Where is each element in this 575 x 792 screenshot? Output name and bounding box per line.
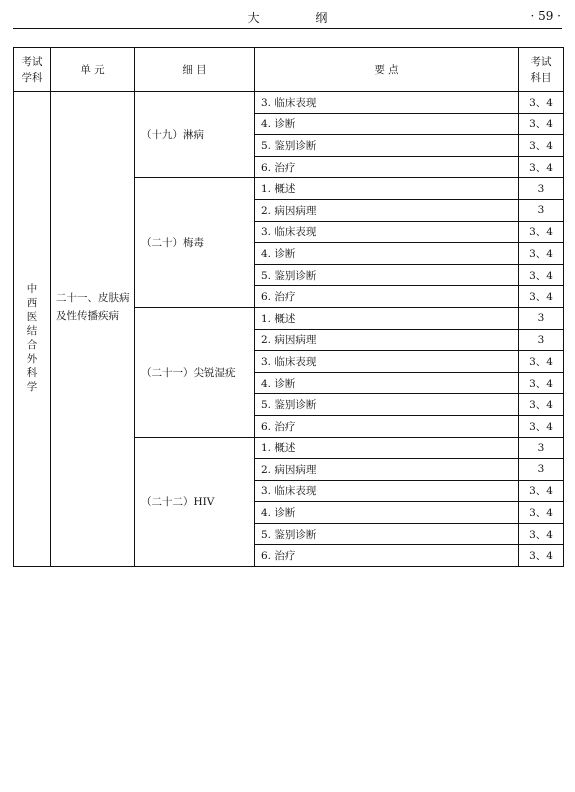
detail-cell xyxy=(135,437,255,567)
exam-cell: 3、4 xyxy=(519,502,564,524)
table-body xyxy=(14,92,564,567)
table-header-row xyxy=(14,48,564,92)
point-cell: 2. 病因病理 xyxy=(255,459,519,481)
detail-cell xyxy=(135,178,255,308)
point-cell: 4. 诊断 xyxy=(255,502,519,524)
point-cell: 6. 治疗 xyxy=(255,545,519,567)
running-header-title: 大 纲 xyxy=(247,11,354,25)
point-cell: 5. 鉴别诊断 xyxy=(255,135,519,157)
unit-cell xyxy=(51,92,135,567)
point-cell: 3. 临床表现 xyxy=(255,92,519,114)
detail-cell xyxy=(135,307,255,437)
exam-cell: 3 xyxy=(519,329,564,351)
detail-name: （二十二）HIV xyxy=(141,496,215,509)
col-subject-label: 考试学科 xyxy=(21,55,43,84)
point-cell: 1. 概述 xyxy=(255,437,519,459)
point-cell: 5. 鉴别诊断 xyxy=(255,394,519,416)
exam-cell: 3、4 xyxy=(519,394,564,416)
point-cell: 2. 病因病理 xyxy=(255,199,519,221)
exam-cell: 3、4 xyxy=(519,243,564,265)
point-cell: 3. 临床表现 xyxy=(255,480,519,502)
exam-cell: 3 xyxy=(519,307,564,329)
exam-cell: 3 xyxy=(519,199,564,221)
exam-cell: 3、4 xyxy=(519,156,564,178)
subject-cell xyxy=(14,92,51,567)
col-exam-header xyxy=(519,48,564,92)
point-cell: 4. 诊断 xyxy=(255,372,519,394)
exam-cell: 3、4 xyxy=(519,351,564,373)
point-cell: 3. 临床表现 xyxy=(255,351,519,373)
point-cell: 5. 鉴别诊断 xyxy=(255,523,519,545)
syllabus-table xyxy=(13,47,564,567)
col-detail-header xyxy=(135,48,255,92)
subject-name: 中西医结合外科学 xyxy=(26,283,38,393)
col-detail-label: 细 目 xyxy=(182,63,207,76)
point-cell: 4. 诊断 xyxy=(255,243,519,265)
page-bottom-blank xyxy=(0,567,575,792)
exam-cell: 3、4 xyxy=(519,92,564,114)
point-cell: 1. 概述 xyxy=(255,178,519,200)
point-cell: 3. 临床表现 xyxy=(255,221,519,243)
table-row xyxy=(14,92,564,114)
exam-cell: 3、4 xyxy=(519,221,564,243)
exam-cell: 3 xyxy=(519,178,564,200)
exam-cell: 3、4 xyxy=(519,480,564,502)
point-cell: 4. 诊断 xyxy=(255,113,519,135)
exam-cell: 3 xyxy=(519,459,564,481)
exam-cell: 3、4 xyxy=(519,113,564,135)
col-points-label: 要 点 xyxy=(374,63,399,76)
col-subject-header xyxy=(14,48,51,92)
exam-cell: 3、4 xyxy=(519,286,564,308)
point-cell: 5. 鉴别诊断 xyxy=(255,264,519,286)
detail-name: （二十一）尖锐湿疣 xyxy=(141,366,236,379)
detail-cell xyxy=(135,92,255,178)
exam-cell: 3、4 xyxy=(519,523,564,545)
point-cell: 2. 病因病理 xyxy=(255,329,519,351)
exam-cell: 3、4 xyxy=(519,264,564,286)
unit-name: 二十一、皮肤病及性传播疾病 xyxy=(56,292,130,322)
exam-cell: 3、4 xyxy=(519,135,564,157)
point-cell: 6. 治疗 xyxy=(255,415,519,437)
col-unit-header xyxy=(51,48,135,92)
header-rule xyxy=(13,28,562,29)
detail-name: （二十）梅毒 xyxy=(141,237,204,250)
col-exam-label: 考试科目 xyxy=(530,55,552,84)
point-cell: 6. 治疗 xyxy=(255,156,519,178)
col-unit-label: 单 元 xyxy=(80,63,105,76)
col-points-header xyxy=(255,48,519,92)
point-cell: 6. 治疗 xyxy=(255,286,519,308)
point-cell: 1. 概述 xyxy=(255,307,519,329)
exam-cell: 3 xyxy=(519,437,564,459)
detail-name: （十九）淋病 xyxy=(141,129,204,142)
exam-cell: 3、4 xyxy=(519,372,564,394)
exam-cell: 3、4 xyxy=(519,545,564,567)
page-number: · 59 · xyxy=(530,9,561,23)
exam-cell: 3、4 xyxy=(519,415,564,437)
